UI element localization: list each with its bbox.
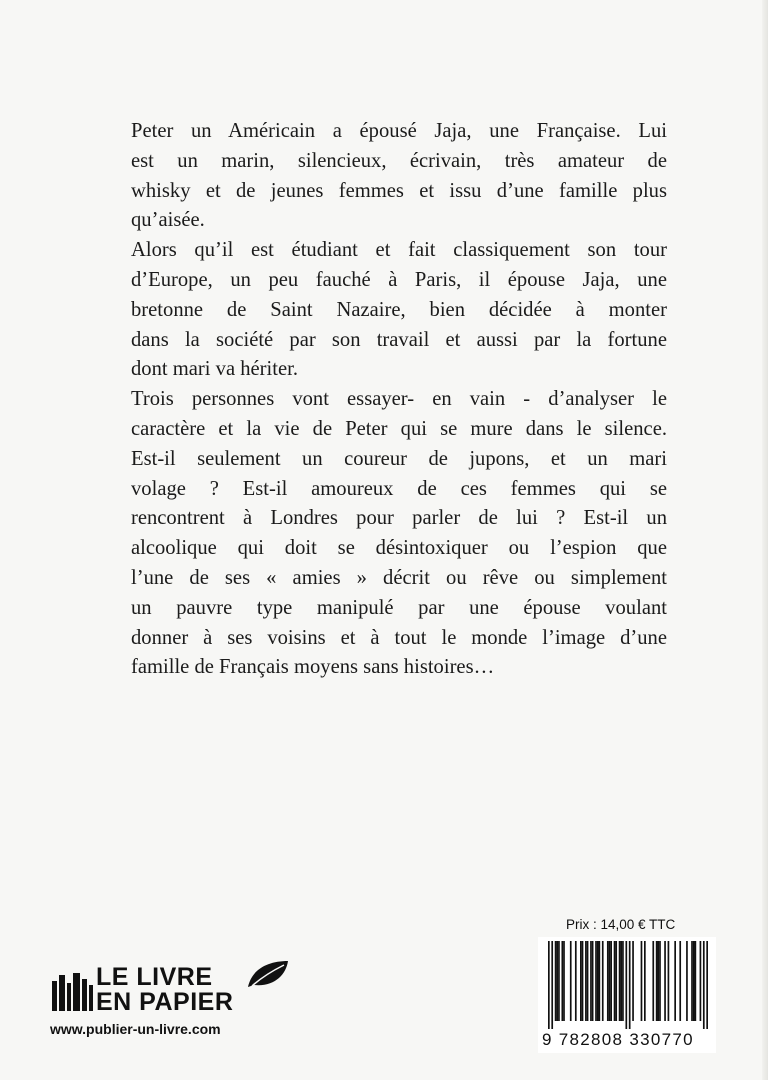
barcode-block (538, 937, 716, 1053)
barcode-bar (551, 941, 553, 1029)
barcode-bar (664, 941, 666, 1021)
barcode-bar (556, 941, 558, 1021)
barcode-bar (686, 941, 688, 1021)
barcode-bar (632, 941, 634, 1021)
barcode-bar (644, 941, 646, 1021)
barcode-bar (575, 941, 577, 1021)
barcode-bar (585, 941, 587, 1021)
barcode-bar (592, 941, 594, 1021)
blurb-line: un pauvre type manipulé par une épouse voulant (131, 596, 667, 619)
blurb-line: est un marin, silencieux, écrivain, très amateur de (131, 149, 667, 172)
barcode-bar (668, 941, 670, 1021)
blurb-line: Est-il seulement un coureur de jupons, et un mari (131, 447, 667, 470)
back-cover-blurb (131, 117, 667, 683)
barcode-bar (595, 941, 597, 1021)
barcode-bar (587, 941, 589, 1021)
blurb-line: alcoolique qui doit se désintoxiquer ou l’espion que (131, 537, 667, 560)
blurb-line: Trois personnes vont essayer- en vain - d’analyser le (131, 388, 667, 411)
publisher-name (96, 965, 233, 1015)
barcode-bar (657, 941, 659, 1021)
blurb-line: Peter un Américain a épousé Jaja, une Française. Lui (131, 120, 667, 142)
barcode-bar (700, 941, 702, 1021)
barcode-bar (561, 941, 563, 1021)
barcode-bar (659, 941, 661, 1021)
barcode-bar (619, 941, 621, 1021)
blurb-line: donner à ses voisins et à tout le monde l’image d’une (131, 626, 667, 649)
barcode-bar (580, 941, 582, 1021)
blurb-line: whisky et de jeunes femmes et issu d’une famille plus (131, 179, 667, 202)
blurb-line: dont mari va hériter. (131, 358, 298, 381)
blurb-line: d’Europe, un peu fauché à Paris, il épouse Jaja, une (131, 268, 667, 291)
barcode-bar (609, 941, 611, 1021)
blurb-line: l’une de ses « amies » décrit ou rêve ou simplement (131, 566, 667, 589)
barcode-bar (641, 941, 643, 1021)
publisher-name-line2: EN PAPIER (96, 988, 234, 1016)
barcode-bar (674, 941, 676, 1021)
barcode-bar (597, 941, 599, 1021)
barcode-bar (679, 941, 681, 1021)
barcode-bar (555, 941, 557, 1021)
blurb-line: qu’aisée. (131, 209, 205, 232)
barcode-bar (703, 941, 705, 1029)
barcode-bar (582, 941, 584, 1021)
barcode-bar (706, 941, 708, 1029)
blurb-line: volage ? Est-il amoureux de ces femmes qui se (131, 477, 667, 500)
barcode-bar (602, 941, 604, 1021)
barcode-bar (629, 941, 631, 1029)
leaf-icon (246, 959, 290, 989)
barcode-bar (548, 941, 550, 1029)
barcode-bar (607, 941, 609, 1021)
barcode-bar (622, 941, 624, 1021)
blurb-line: dans la société par son travail et aussi par la fortune (131, 328, 667, 351)
blurb-line: caractère et la vie de Peter qui se mure dans le silence. (131, 417, 667, 440)
barcode-bar (599, 941, 601, 1021)
page-edge (762, 0, 768, 1080)
barcode-bar (563, 941, 565, 1021)
blurb-line: Alors qu’il est étudiant et fait classiquement son tour (131, 239, 667, 262)
blurb-line: rencontrent à Londres pour parler de lui ? Est-il un (131, 507, 667, 530)
blurb-line: famille de Français moyens sans histoires… (131, 656, 495, 679)
barcode-bar (693, 941, 695, 1021)
barcode-bar (615, 941, 617, 1021)
barcode-bar (610, 941, 612, 1021)
barcode-bar (570, 941, 572, 1021)
barcode-bar (691, 941, 693, 1021)
barcode-bar (652, 941, 654, 1021)
publisher-name-line1: LE LIVRE (96, 963, 213, 991)
isbn-number: 9 782808 330770 (542, 1030, 694, 1049)
barcode-bar (625, 941, 627, 1029)
barcode-bar (656, 941, 658, 1021)
price-label: Prix : 14,00 € TTC (566, 917, 676, 932)
barcode-bar (620, 941, 622, 1021)
publisher-url: www.publier-un-livre.com (50, 1021, 221, 1037)
barcode-bar (558, 941, 560, 1021)
barcode-bar (695, 941, 697, 1021)
barcode-bar (614, 941, 616, 1021)
barcode-image (548, 941, 708, 1029)
blurb-line: bretonne de Saint Nazaire, bien décidée à monter (131, 298, 667, 321)
publisher-logo (50, 955, 290, 1045)
barcode-bar (590, 941, 592, 1021)
books-icon (50, 971, 94, 1011)
